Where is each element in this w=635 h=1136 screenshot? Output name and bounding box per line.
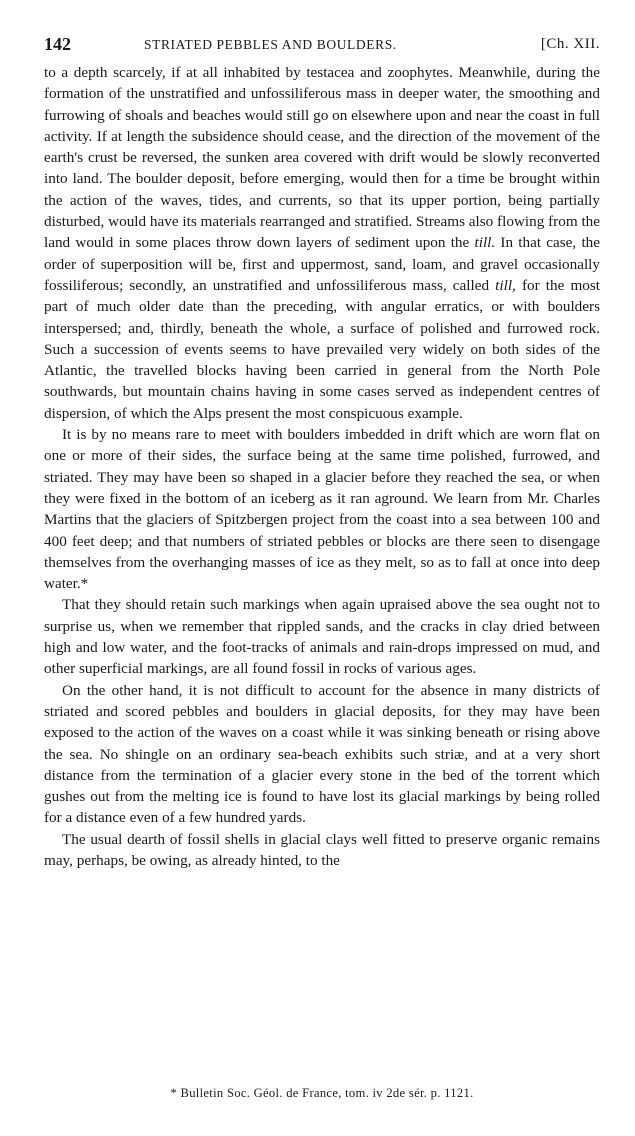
- paragraph-text: to a depth scarcely, if at all inhabited by testacea and zoophytes. Meanwhile, during the formation of the unstratified and unfossiliferous mass in deeper water, the smoothing and furrowing of shoals and beaches would still go on elsewhere upon and near the coast in full activity. If at length the subsidence should cease, and the direction of the movement of the earth's crust be reversed, the sunken area covered with drift would be slowly reconverted into land. The boulder deposit, before emerging, would then for a time be brought within the action of the waves, tides, and currents, so that its upper portion, being partially disturbed, would have its materials rearranged and stratified. Streams also flowing from the land would in some places throw down layers of sediment upon the: [44, 64, 600, 252]
- book-page: [44, 34, 600, 1100]
- footnote: * Bulletin Soc. Géol. de France, tom. iv 2de sér. p. 1121.: [170, 1086, 474, 1100]
- paragraph-text: That they should retain such markings when again upraised above the sea ought not to surprise us, when we remember that rippled sands, and the cracks in clay dried between high and low water, and the foot-tracks of animals and rain-drops impressed on mud, and other superficial markings, are all found fossil in rocks of various ages.: [44, 596, 600, 678]
- italic-term-till: till,: [495, 276, 516, 294]
- body-text: [44, 62, 600, 871]
- paragraph-4: [44, 680, 600, 829]
- paragraph-text: for the most part of much older date than the preceding, with angular erratics, or with boulders interspersed; and, thirdly, beneath the whole, a surface of polished and furrowed rock. Such a succession of events seems to have prevailed very widely on both sides of the Atlantic, the travelled blocks having been carried in general from the North Pole southwards, but mountain chains having in some cases served as independent centres of dispersion, of which the Alps present the most conspicuous example.: [44, 276, 600, 422]
- paragraph-5: [44, 829, 600, 872]
- paragraph-text: In that case, the order of superposition will be, first and uppermost, sand, loam, and gravel occasionally fossiliferous; secondly, an unstratified and unfossiliferous mass, called: [44, 234, 600, 294]
- chapter-marker: [Ch. XII.: [540, 36, 600, 52]
- paragraph-3: [44, 594, 600, 679]
- page-header: [44, 34, 600, 60]
- paragraph-2: [44, 424, 600, 594]
- running-title: STRIATED PEBBLES AND BOULDERS.: [144, 37, 397, 52]
- paragraph-text: The usual dearth of fossil shells in glacial clays well fitted to preserve organic remains may, perhaps, be owing, as already hinted, to the: [44, 830, 600, 869]
- paragraph-text: It is by no means rare to meet with boulders imbedded in drift which are worn flat on one or more of their sides, the surface being at the same time polished, furrowed, and striated. They may have been so shaped in a glacier before they reached the sea, or when they were fixed in the bottom of an iceberg as it ran aground. We learn from Mr. Charles Martins that the glaciers of Spitzbergen project from the coast into a sea between 100 and 400 feet deep; and that numbers of striated pebbles or blocks are there seen to disengage themselves from the overhanging masses of ice as they melt, so as to fall at once into deep water.*: [44, 426, 600, 593]
- page-number: 142: [44, 34, 71, 54]
- italic-term-till: till.: [474, 234, 496, 252]
- paragraph-1: [44, 62, 600, 424]
- paragraph-text: On the other hand, it is not difficult to account for the absence in many districts of striated and scored pebbles and boulders in glacial deposits, for they may have been exposed to the action of the waves on a coast while it was sinking beneath or rising above the sea. No shingle on an ordinary sea-beach exhibits such striæ, and at a very short distance from the termination of a glacier every stone in the bed of the torrent which gushes out from the melting ice is found to have lost its glacial markings by being rolled for a distance even of a few hundred yards.: [44, 681, 600, 827]
